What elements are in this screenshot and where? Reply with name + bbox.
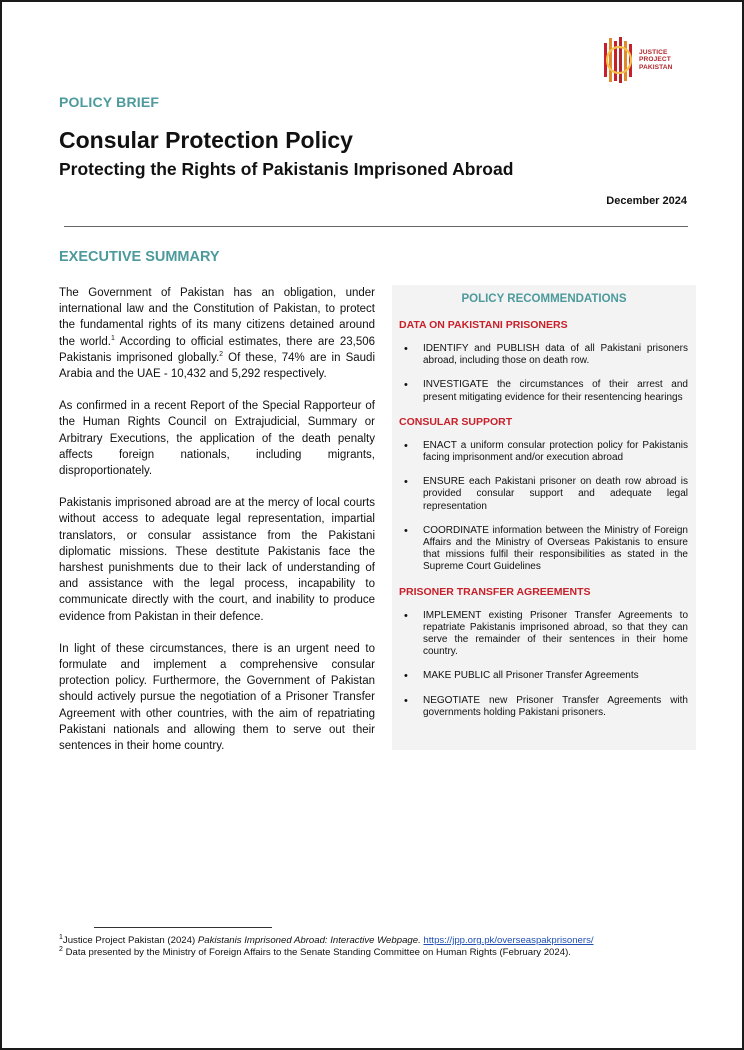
- recommendation-item: • IMPLEMENT existing Prisoner Transfer Agreements to repatriate Pakistanis imprisoned abroad, so that they can serve the remainder of their sentences in their home country.: [399, 610, 689, 659]
- publication-date: December 2024: [606, 195, 687, 207]
- summary-paragraph-2: As confirmed in a recent Report of the Special Rapporteur of the Human Rights Council on Extrajudicial, Summary or Arbitrary Executions, the application of the death penalty affects foreign nationals, including migrants, disproportionately.: [59, 400, 375, 478]
- jpp-logo-text: JUSTICE PROJECT PAKISTAN: [639, 49, 673, 71]
- header-divider: [64, 226, 688, 227]
- executive-summary-body: [59, 285, 375, 770]
- section-heading-consular: CONSULAR SUPPORT: [399, 415, 513, 428]
- recommendations-title: POLICY RECOMMENDATIONS: [461, 293, 627, 305]
- footnote-1: $^1$Justice Project Pakistan (2024) Pakistanis Imprisoned Abroad: Interactive Webpage. https://jpp.org.pk/overseaspakprisoners/: [59, 933, 594, 946]
- document-type-label: POLICY BRIEF: [59, 94, 160, 110]
- footnote-2: $^2$ Data presented by the Ministry of Foreign Affairs to the Senate Standing Committee on Human Rights (February 2024).: [59, 945, 571, 958]
- footnote-link[interactable]: https://jpp.org.pk/overseaspakprisoners/: [423, 935, 594, 946]
- recommendation-list-data: [399, 343, 689, 404]
- page-subtitle: Protecting the Rights of Pakistanis Imprisoned Abroad: [59, 159, 514, 179]
- section-heading-data: DATA ON PAKISTANI PRISONERS: [399, 319, 568, 331]
- recommendation-item: • ENSURE each Pakistani prisoner on death row abroad is provided consular support and adequate legal representation: [399, 476, 689, 513]
- executive-summary-heading: EXECUTIVE SUMMARY: [59, 249, 220, 265]
- recommendation-list-transfer: [399, 610, 689, 719]
- footnote-ref-1[interactable]: 1: [110, 334, 115, 342]
- footnote-divider: [94, 927, 272, 928]
- footnote-ref-2[interactable]: 2: [219, 350, 224, 358]
- recommendation-item: • ENACT a uniform consular protection policy for Pakistanis facing imprisonment and/or execution abroad: [399, 440, 689, 464]
- recommendation-item: • COORDINATE information between the Ministry of Foreign Affairs and the Ministry of Overseas Pakistanis to ensure that missions fulfil their responsibilities as stated in the Supreme Court Guidelines: [399, 525, 689, 574]
- policy-recommendations-box: [392, 285, 696, 750]
- page-title: Consular Protection Policy: [59, 127, 353, 153]
- jpp-logo-icon: [602, 35, 636, 85]
- recommendation-item: • NEGOTIATE new Prisoner Transfer Agreements with governments holding Pakistani prisoners.: [399, 695, 689, 719]
- jpp-logo: [602, 34, 692, 86]
- summary-paragraph-1: The Government of Pakistan has an obligation, under international law and the Constitution of Pakistan, to protect the fundamental rights of its many citizens detained around the world.$^1$ According to official estimates, there are 23,506 Pakistanis imprisoned globally.$^2$ Of these, 74% are in Saudi Arabia and the UAE - 10,432 and 5,292 respectively.: [59, 287, 376, 381]
- recommendation-item: • MAKE PUBLIC all Prisoner Transfer Agreements: [399, 670, 689, 682]
- section-heading-transfer: PRISONER TRANSFER AGREEMENTS: [399, 585, 591, 598]
- recommendation-list-consular: [399, 440, 689, 574]
- recommendation-item: • INVESTIGATE the circumstances of their arrest and present mitigating evidence for their resentencing hearings: [399, 379, 689, 403]
- summary-paragraph-4: In light of these circumstances, there is an urgent need to formulate and implement a comprehensive consular protection policy. Furthermore, the Government of Pakistan should actively pursue the negotiation of a Prisoner Transfer Agreement with other countries, with the aim of repatriating Pakistani nationals and allowing them to serve out their sentences in their home country.: [59, 642, 375, 753]
- footnotes: [59, 935, 594, 959]
- summary-paragraph-3: Pakistanis imprisoned abroad are at the mercy of local courts without access to adequate legal representation, impartial translators, or consular assistance from the Pakistani diplomatic missions. These destitute Pakistanis face the harshest punishments due to their lack of understanding of and assistance with the legal process, incapability to communicate directly with the court, and inability to produce evidence from Pakistan in their defence.: [59, 497, 375, 623]
- recommendation-item: • IDENTIFY and PUBLISH data of all Pakistani prisoners abroad, including those on death row.: [399, 343, 689, 367]
